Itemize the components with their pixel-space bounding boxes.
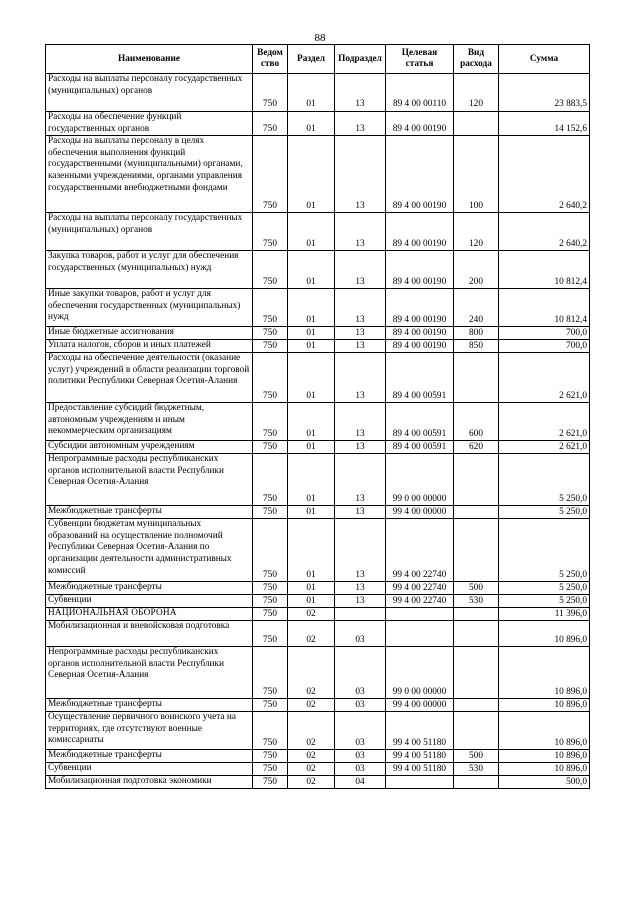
row-name-cell: Уплата налогов, сборов и иных платежей (46, 340, 253, 353)
row-vid-cell: 620 (454, 441, 499, 454)
row-vedomstvo-cell: 750 (253, 289, 288, 327)
row-vedomstvo-cell: 750 (253, 251, 288, 289)
row-razdel-cell: 01 (288, 595, 335, 608)
row-vedomstvo-cell: 750 (253, 353, 288, 403)
row-tselevaya-cell: 99 4 00 51180 (386, 763, 454, 776)
row-tselevaya-cell: 89 4 00 00190 (386, 289, 454, 327)
row-vedomstvo-cell: 750 (253, 441, 288, 454)
row-razdel-cell: 01 (288, 74, 335, 112)
row-vid-cell (454, 647, 499, 699)
row-tselevaya-cell (386, 621, 454, 647)
row-name-cell: Межбюджетные трансферты (46, 506, 253, 519)
table-row (46, 595, 590, 608)
row-name-cell: Мобилизационная и вневойсковая подготовка (46, 621, 253, 647)
row-podrazdel-cell (335, 608, 386, 621)
row-vid-cell: 600 (454, 403, 499, 441)
row-summa-cell: 11 396,0 (499, 608, 590, 621)
row-razdel-cell: 01 (288, 519, 335, 582)
row-summa-cell: 2 640,2 (499, 136, 590, 213)
row-summa-cell: 10 812,4 (499, 251, 590, 289)
row-tselevaya-cell (386, 608, 454, 621)
table-row (46, 763, 590, 776)
row-name-cell: Осуществление первичного воинского учета на территориях, где отсутствуют военные комиссариаты (46, 712, 253, 750)
row-tselevaya-cell: 99 4 00 51180 (386, 750, 454, 763)
table-row (46, 353, 590, 403)
row-podrazdel-cell: 13 (335, 74, 386, 112)
table-row (46, 519, 590, 582)
row-razdel-cell: 02 (288, 776, 335, 789)
row-vedomstvo-cell: 750 (253, 340, 288, 353)
row-name-cell: Мобилизационная подготовка экономики (46, 776, 253, 789)
row-vid-cell: 200 (454, 251, 499, 289)
row-name-cell: Расходы на выплаты персоналу государственных (муниципальных) органов (46, 213, 253, 251)
row-razdel-cell: 01 (288, 403, 335, 441)
row-tselevaya-cell: 99 4 00 22740 (386, 582, 454, 595)
row-name-cell: Расходы на выплаты персоналу в целях обеспечения выполнения функций государственными (муниципальными) органами, казенными учреждениями, органами управления государственными внебюджетными фондами (46, 136, 253, 213)
row-podrazdel-cell: 03 (335, 763, 386, 776)
table-row (46, 136, 590, 213)
row-name-cell: Непрограммные расходы республиканских органов исполнительной власти Республики Северная Осетия-Алания (46, 454, 253, 506)
row-summa-cell: 2 621,0 (499, 353, 590, 403)
row-name-cell: Субвенции (46, 763, 253, 776)
row-tselevaya-cell: 89 4 00 00190 (386, 327, 454, 340)
row-vedomstvo-cell: 750 (253, 621, 288, 647)
row-vedomstvo-cell: 750 (253, 647, 288, 699)
row-name-cell: Иные закупки товаров, работ и услуг для обеспечения государственных (муниципальных) нужд (46, 289, 253, 327)
row-tselevaya-cell: 89 4 00 00190 (386, 340, 454, 353)
row-razdel-cell: 01 (288, 213, 335, 251)
row-podrazdel-cell: 03 (335, 647, 386, 699)
row-vid-cell (454, 608, 499, 621)
row-vedomstvo-cell: 750 (253, 582, 288, 595)
table-row (46, 441, 590, 454)
table-row (46, 403, 590, 441)
row-summa-cell: 5 250,0 (499, 506, 590, 519)
row-razdel-cell: 02 (288, 608, 335, 621)
row-vedomstvo-cell: 750 (253, 403, 288, 441)
row-podrazdel-cell: 13 (335, 582, 386, 595)
row-tselevaya-cell: 89 4 00 00591 (386, 403, 454, 441)
row-summa-cell: 2 621,0 (499, 403, 590, 441)
row-summa-cell: 10 896,0 (499, 712, 590, 750)
row-tselevaya-cell: 89 4 00 00190 (386, 112, 454, 136)
table-body (46, 74, 590, 789)
row-podrazdel-cell: 03 (335, 712, 386, 750)
row-summa-cell: 10 812,4 (499, 289, 590, 327)
row-podrazdel-cell: 13 (335, 403, 386, 441)
table-row (46, 112, 590, 136)
table-row (46, 776, 590, 789)
row-summa-cell: 10 896,0 (499, 750, 590, 763)
header-summa: Сумма (499, 45, 590, 74)
row-vedomstvo-cell: 750 (253, 750, 288, 763)
row-vedomstvo-cell: 750 (253, 74, 288, 112)
row-razdel-cell: 02 (288, 712, 335, 750)
row-tselevaya-cell: 99 4 00 00000 (386, 506, 454, 519)
row-tselevaya-cell: 99 4 00 51180 (386, 712, 454, 750)
row-summa-cell: 500,0 (499, 776, 590, 789)
row-podrazdel-cell: 13 (335, 506, 386, 519)
row-vid-cell (454, 712, 499, 750)
row-tselevaya-cell: 89 4 00 00190 (386, 136, 454, 213)
row-podrazdel-cell: 13 (335, 454, 386, 506)
row-tselevaya-cell: 99 4 00 22740 (386, 595, 454, 608)
row-razdel-cell: 01 (288, 506, 335, 519)
row-vedomstvo-cell: 750 (253, 112, 288, 136)
row-razdel-cell: 02 (288, 699, 335, 712)
header-razdel: Раздел (288, 45, 335, 74)
row-vedomstvo-cell: 750 (253, 327, 288, 340)
row-podrazdel-cell: 13 (335, 595, 386, 608)
header-podrazdel: Подраздел (335, 45, 386, 74)
row-summa-cell: 10 896,0 (499, 699, 590, 712)
row-razdel-cell: 01 (288, 454, 335, 506)
row-vid-cell (454, 454, 499, 506)
row-vedomstvo-cell: 750 (253, 136, 288, 213)
row-name-cell: Межбюджетные трансферты (46, 582, 253, 595)
row-name-cell: Субвенции бюджетам муниципальных образований на осуществление полномочий Республики Северная Осетия-Алания по организации деятельности административных комиссий (46, 519, 253, 582)
table-row (46, 251, 590, 289)
row-vedomstvo-cell: 750 (253, 213, 288, 251)
row-vid-cell: 500 (454, 582, 499, 595)
row-vid-cell (454, 506, 499, 519)
row-razdel-cell: 01 (288, 251, 335, 289)
row-name-cell: Иные бюджетные ассигнования (46, 327, 253, 340)
row-summa-cell: 10 896,0 (499, 763, 590, 776)
row-razdel-cell: 01 (288, 353, 335, 403)
row-vedomstvo-cell: 750 (253, 776, 288, 789)
row-podrazdel-cell: 13 (335, 289, 386, 327)
row-vid-cell: 850 (454, 340, 499, 353)
row-tselevaya-cell: 89 4 00 00190 (386, 213, 454, 251)
row-vedomstvo-cell: 750 (253, 506, 288, 519)
header-tselevaya: Целевая статья (386, 45, 454, 74)
row-podrazdel-cell: 13 (335, 441, 386, 454)
row-vid-cell: 500 (454, 750, 499, 763)
header-name: Наименование (46, 45, 253, 74)
row-vid-cell: 240 (454, 289, 499, 327)
row-podrazdel-cell: 13 (335, 353, 386, 403)
table-header-row (46, 45, 590, 74)
header-vedomstvo: Ведом ство (253, 45, 288, 74)
row-podrazdel-cell: 13 (335, 327, 386, 340)
row-summa-cell: 5 250,0 (499, 582, 590, 595)
row-razdel-cell: 02 (288, 621, 335, 647)
row-razdel-cell: 02 (288, 750, 335, 763)
budget-table (45, 44, 590, 789)
row-name-cell: Межбюджетные трансферты (46, 699, 253, 712)
row-tselevaya-cell: 99 4 00 00000 (386, 699, 454, 712)
row-podrazdel-cell: 03 (335, 699, 386, 712)
table-row (46, 327, 590, 340)
row-name-cell: Расходы на обеспечение функций государственных органов (46, 112, 253, 136)
row-summa-cell: 5 250,0 (499, 454, 590, 506)
row-vid-cell: 100 (454, 136, 499, 213)
row-name-cell: НАЦИОНАЛЬНАЯ ОБОРОНА (46, 608, 253, 621)
row-summa-cell: 2 621,0 (499, 441, 590, 454)
row-podrazdel-cell: 13 (335, 251, 386, 289)
row-name-cell: Субвенции (46, 595, 253, 608)
row-podrazdel-cell: 13 (335, 112, 386, 136)
row-vedomstvo-cell: 750 (253, 519, 288, 582)
table-row (46, 74, 590, 112)
row-vid-cell: 530 (454, 595, 499, 608)
row-podrazdel-cell: 04 (335, 776, 386, 789)
row-vid-cell (454, 776, 499, 789)
table-row (46, 750, 590, 763)
table-row (46, 506, 590, 519)
row-summa-cell: 5 250,0 (499, 595, 590, 608)
row-tselevaya-cell: 99 0 00 00000 (386, 647, 454, 699)
row-razdel-cell: 01 (288, 112, 335, 136)
table-row (46, 340, 590, 353)
row-vid-cell: 530 (454, 763, 499, 776)
row-podrazdel-cell: 13 (335, 213, 386, 251)
row-podrazdel-cell: 03 (335, 621, 386, 647)
row-razdel-cell: 01 (288, 582, 335, 595)
row-razdel-cell: 01 (288, 441, 335, 454)
row-razdel-cell: 02 (288, 647, 335, 699)
row-vid-cell (454, 519, 499, 582)
row-name-cell: Непрограммные расходы республиканских органов исполнительной власти Республики Северная Осетия-Алания (46, 647, 253, 699)
row-vedomstvo-cell: 750 (253, 454, 288, 506)
row-summa-cell: 700,0 (499, 327, 590, 340)
row-summa-cell: 2 640,2 (499, 213, 590, 251)
row-summa-cell: 10 896,0 (499, 647, 590, 699)
row-vid-cell (454, 699, 499, 712)
row-tselevaya-cell: 89 4 00 00190 (386, 251, 454, 289)
row-summa-cell: 700,0 (499, 340, 590, 353)
row-name-cell: Предоставление субсидий бюджетным, автономным учреждениям и иным некоммерческим организациям (46, 403, 253, 441)
row-vid-cell: 800 (454, 327, 499, 340)
header-vid: Вид расхода (454, 45, 499, 74)
row-vedomstvo-cell: 750 (253, 595, 288, 608)
row-podrazdel-cell: 13 (335, 519, 386, 582)
table-row (46, 454, 590, 506)
row-name-cell: Закупка товаров, работ и услуг для обеспечения государственных (муниципальных) нужд (46, 251, 253, 289)
row-tselevaya-cell: 89 4 00 00591 (386, 353, 454, 403)
table-row (46, 621, 590, 647)
table-row (46, 582, 590, 595)
row-vid-cell (454, 353, 499, 403)
row-podrazdel-cell: 03 (335, 750, 386, 763)
row-razdel-cell: 01 (288, 340, 335, 353)
row-tselevaya-cell (386, 776, 454, 789)
table-row (46, 712, 590, 750)
row-tselevaya-cell: 89 4 00 00591 (386, 441, 454, 454)
table-row (46, 699, 590, 712)
row-name-cell: Субсидии автономным учреждениям (46, 441, 253, 454)
row-vid-cell (454, 112, 499, 136)
row-summa-cell: 23 883,5 (499, 74, 590, 112)
row-razdel-cell: 01 (288, 289, 335, 327)
table-row (46, 647, 590, 699)
row-tselevaya-cell: 99 0 00 00000 (386, 454, 454, 506)
page-number: 88 (314, 32, 326, 44)
row-vedomstvo-cell: 750 (253, 608, 288, 621)
row-vedomstvo-cell: 750 (253, 712, 288, 750)
table-row (46, 289, 590, 327)
table-row (46, 608, 590, 621)
row-podrazdel-cell: 13 (335, 136, 386, 213)
row-summa-cell: 5 250,0 (499, 519, 590, 582)
row-name-cell: Расходы на обеспечение деятельности (оказание услуг) учреждений в области реализации торговой политики Республики Северная Осетия-Алания (46, 353, 253, 403)
row-tselevaya-cell: 99 4 00 22740 (386, 519, 454, 582)
row-vedomstvo-cell: 750 (253, 699, 288, 712)
row-vid-cell: 120 (454, 74, 499, 112)
row-razdel-cell: 01 (288, 136, 335, 213)
row-vid-cell (454, 621, 499, 647)
row-razdel-cell: 01 (288, 327, 335, 340)
row-name-cell: Расходы на выплаты персоналу государственных (муниципальных) органов (46, 74, 253, 112)
row-name-cell: Межбюджетные трансферты (46, 750, 253, 763)
table-row (46, 213, 590, 251)
row-summa-cell: 14 152,6 (499, 112, 590, 136)
row-razdel-cell: 02 (288, 763, 335, 776)
row-vid-cell: 120 (454, 213, 499, 251)
row-tselevaya-cell: 89 4 00 00110 (386, 74, 454, 112)
row-podrazdel-cell: 13 (335, 340, 386, 353)
row-vedomstvo-cell: 750 (253, 763, 288, 776)
row-summa-cell: 10 896,0 (499, 621, 590, 647)
